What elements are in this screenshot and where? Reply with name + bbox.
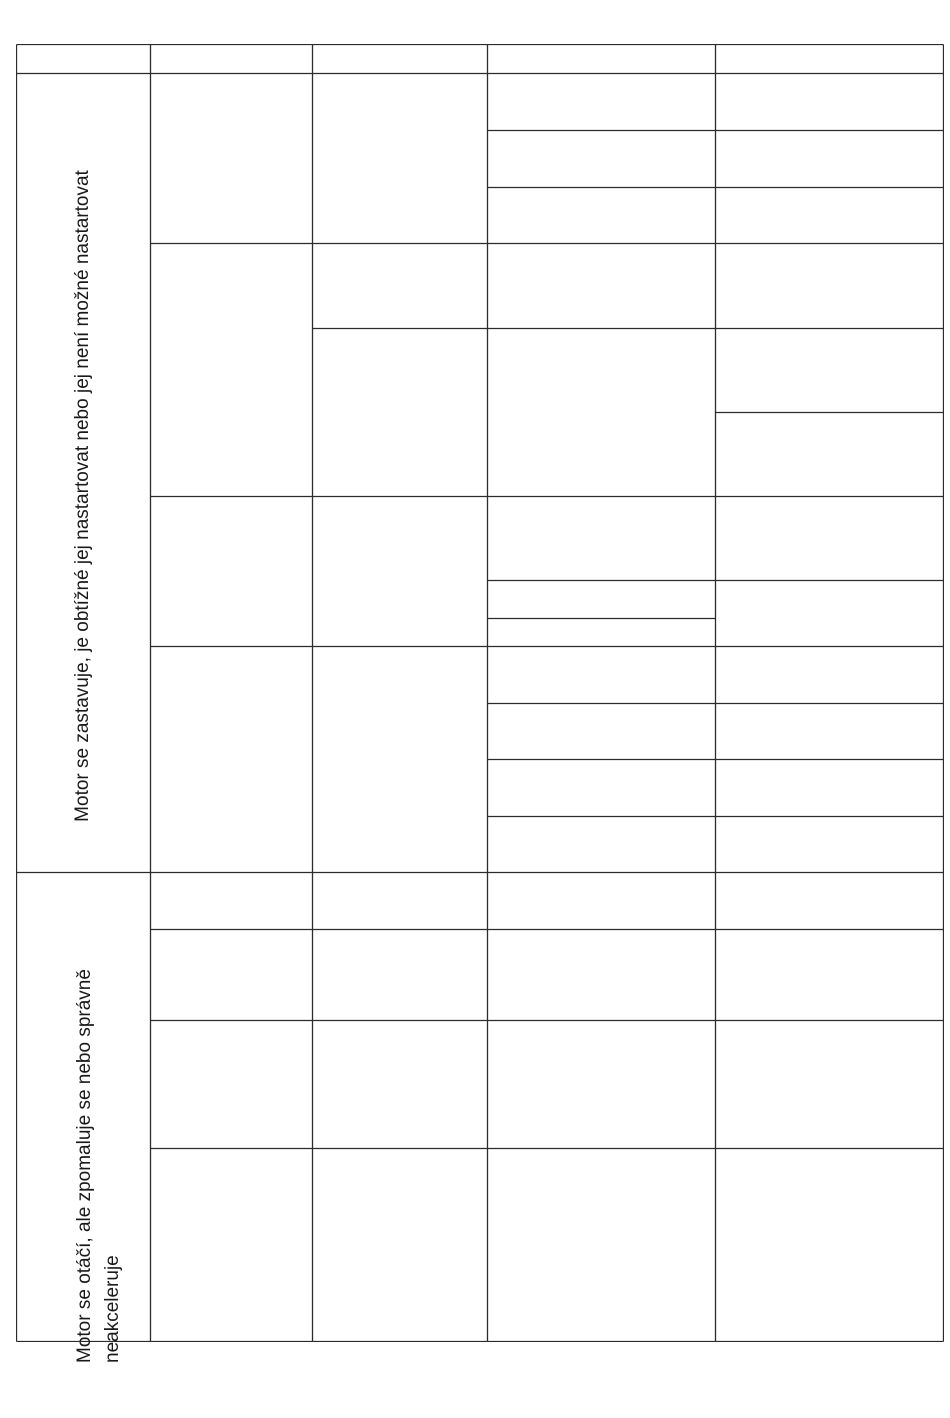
- category-label-engine-slows: [71, 933, 127, 1363]
- category-label-line: Motor se zastavuje, je obtížné jej nastartovat nebo jej není možné nastartovat: [72, 170, 93, 822]
- table-grid: [16, 44, 944, 1342]
- category-label-engine-stalls: [69, 141, 97, 851]
- troubleshooting-table: [16, 44, 944, 1363]
- category-label-line: neakceleruje: [102, 1255, 123, 1363]
- category-label-line: Motor se otáčí, ale zpomaluje se nebo správně: [74, 969, 95, 1363]
